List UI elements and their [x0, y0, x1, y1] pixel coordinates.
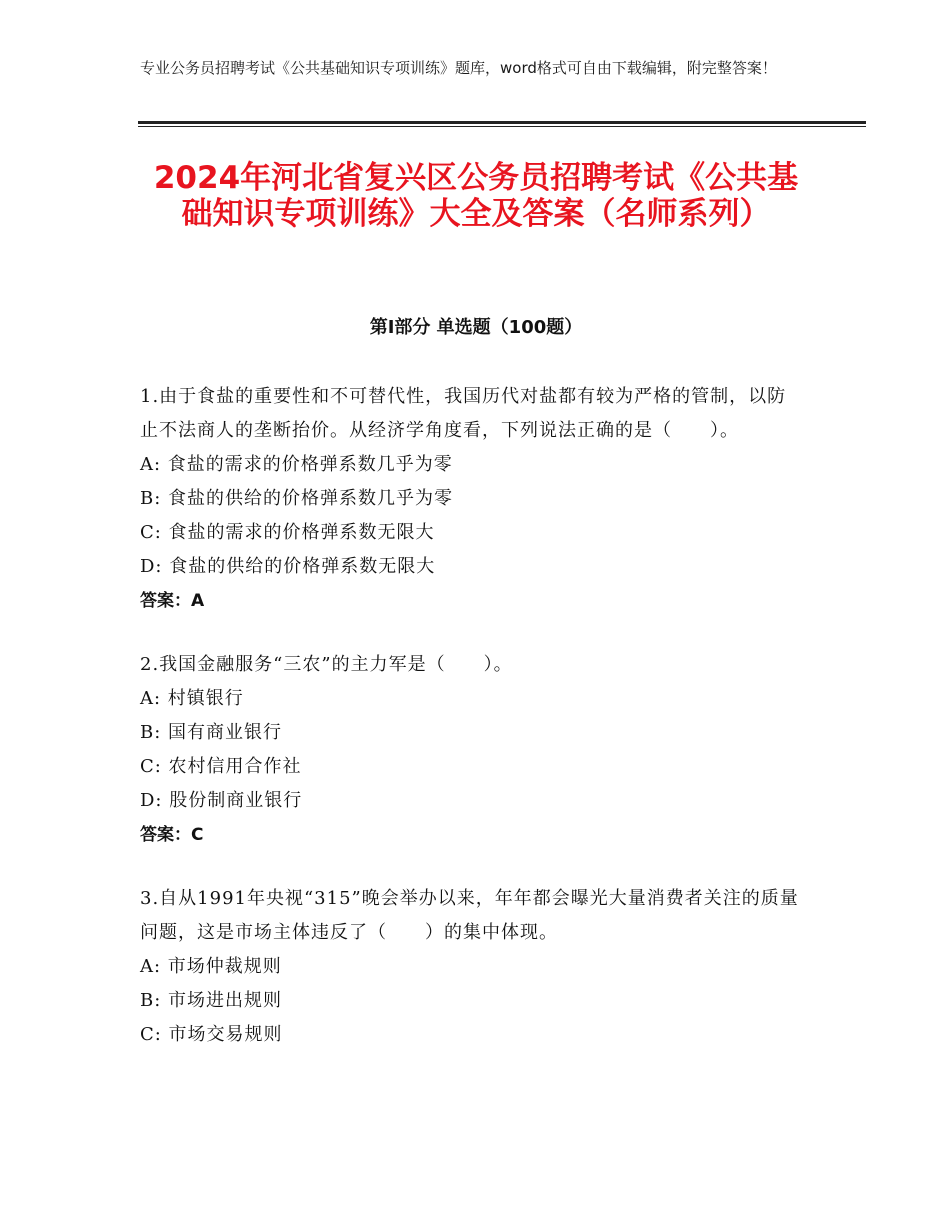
header-divider-thin	[138, 126, 866, 127]
option-a: A: 村镇银行	[140, 688, 244, 709]
answer: 答案：A	[140, 591, 205, 611]
question-list	[140, 380, 802, 1082]
option-a: A: 食盐的需求的价格弹系数几乎为零	[140, 454, 453, 475]
question-2	[140, 648, 802, 852]
option-c: C: 食盐的需求的价格弹系数无限大	[140, 522, 435, 543]
question-1	[140, 380, 802, 618]
option-d: D: 股份制商业银行	[140, 790, 303, 811]
header-divider-thick	[138, 121, 866, 124]
document-title: 2024年河北省复兴区公务员招聘考试《公共基础知识专项训练》大全及答案（名师系列）	[153, 160, 799, 232]
option-c: C: 市场交易规则	[140, 1024, 283, 1045]
question-stem: 2.我国金融服务“三农”的主力军是（ ）。	[140, 654, 513, 675]
option-b: B: 食盐的供给的价格弹系数几乎为零	[140, 488, 454, 509]
answer: 答案：C	[140, 825, 204, 845]
option-b: B: 国有商业银行	[140, 722, 283, 743]
option-a: A: 市场仲裁规则	[140, 956, 282, 977]
header-note: 专业公务员招聘考试《公共基础知识专项训练》题库，word格式可自由下载编辑，附完整答案！	[140, 59, 777, 77]
option-c: C: 农村信用合作社	[140, 756, 302, 777]
question-stem: 1.由于食盐的重要性和不可替代性，我国历代对盐都有较为严格的管制，以防止不法商人的垄断抬价。从经济学角度看，下列说法正确的是（ ）。	[140, 386, 787, 441]
option-d: D: 食盐的供给的价格弹系数无限大	[140, 556, 436, 577]
section-title: 第Ⅰ部分 单选题（100题）	[369, 317, 583, 338]
option-b: B: 市场进出规则	[140, 990, 283, 1011]
question-3	[140, 882, 802, 1052]
question-stem: 3.自从1991年央视“315”晚会举办以来，年年都会曝光大量消费者关注的质量问题，这是市场主体违反了（ ）的集中体现。	[140, 888, 799, 943]
